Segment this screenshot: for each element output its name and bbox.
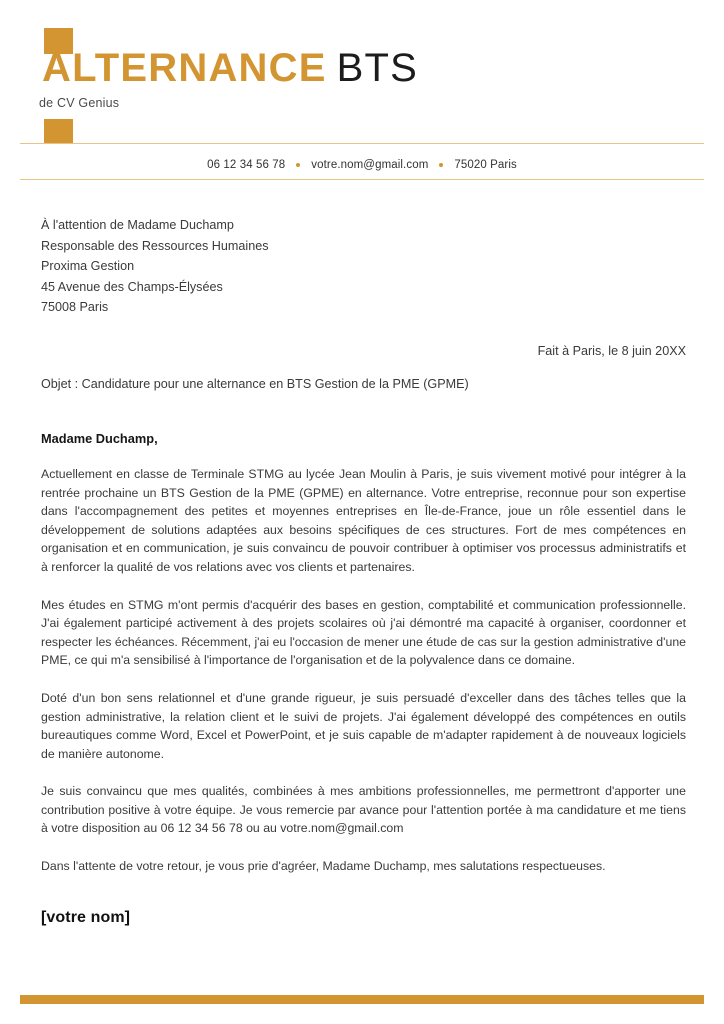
- subject-line: Objet : Candidature pour une alternance en BTS Gestion de la PME (GPME): [41, 376, 469, 391]
- bullet-separator-icon: [296, 163, 300, 167]
- bullet-separator-icon: [439, 163, 443, 167]
- recipient-line: 45 Avenue des Champs-Élysées: [41, 279, 223, 294]
- byline: de CV Genius: [39, 96, 120, 110]
- title-main: ALTERNANCE: [42, 46, 327, 90]
- divider-top: [20, 143, 704, 144]
- signature: [votre nom]: [41, 908, 131, 926]
- body-paragraph: Mes études en STMG m'ont permis d'acquérir des bases en gestion, comptabilité et communication professionnelle. J'ai également participé activement à des projets scolaires où j'ai démontré ma capacité à organiser, coordonner et respecter les échéances. Récemment, j'ai eu l'occasion de mener une étude de cas sur la gestion administrative d'une PME, ce qui m'a sensibilisé à l'importance de l'organisation et de la polyvalence dans ce domaine.: [41, 597, 686, 668]
- divider-bottom: [20, 179, 704, 180]
- salutation: Madame Duchamp,: [41, 430, 158, 446]
- body-paragraph: Actuellement en classe de Terminale STMG au lycée Jean Moulin à Paris, je suis vivement motivé pour intégrer à la rentrée prochaine un BTS Gestion de la PME (GPME) en alternance. Votre entreprise, reconnue pour son expertise dans l'accompagnement des petites et moyennes entreprises en Île-de-France, joue un rôle essentiel dans le développement de solutions adaptées aux besoins spécifiques de ces structures. Fort de mes compétences en organisation et en communication, je suis convaincu de pouvoir contribuer à optimiser vos processus administratifs et à renforcer la qualité de vos relations avec vos clients et partenaires.: [41, 466, 686, 574]
- accent-square-bottom: [44, 119, 73, 144]
- page-title: [42, 48, 418, 88]
- date-line: Fait à Paris, le 8 juin 20XX: [537, 343, 686, 358]
- recipient-line: Responsable des Ressources Humaines: [41, 238, 269, 253]
- recipient-line: À l'attention de Madame Duchamp: [41, 218, 234, 232]
- body-paragraph: Je suis convaincu que mes qualités, combinées à mes ambitions professionnelles, me permettront d'apporter une contribution positive à votre équipe. Je vous remercie par avance pour l'attention portée à ma candidature et me tiens à votre disposition au 06 12 34 56 78 ou au votre.nom@gmail.com: [41, 784, 686, 836]
- contact-phone: 06 12 34 56 78: [207, 159, 286, 171]
- contact-bar: [20, 152, 704, 178]
- contact-email: votre.nom@gmail.com: [311, 159, 429, 171]
- contact-location: 75020 Paris: [454, 159, 517, 171]
- body-paragraph: Doté d'un bon sens relationnel et d'une grande rigueur, je suis persuadé d'exceller dans des tâches telles que la gestion administrative, la relation client et le suivi de projets. J'ai également développé des compétences en outils bureautiques comme Word, Excel et PowerPoint, et je suis capable de m'adapter rapidement à de nouveaux logiciels de manière autonome.: [41, 690, 686, 761]
- recipient-line: Proxima Gestion: [41, 259, 135, 274]
- recipient-line: 75008 Paris: [41, 300, 109, 315]
- footer-accent-bar: [20, 995, 704, 1004]
- letterhead: [0, 0, 724, 146]
- title-sub: BTS: [336, 46, 418, 90]
- closing-paragraph: Dans l'attente de votre retour, je vous prie d'agréer, Madame Duchamp, mes salutations respectueuses.: [41, 859, 606, 874]
- recipient-block: [41, 215, 686, 318]
- letter-body: [41, 215, 686, 927]
